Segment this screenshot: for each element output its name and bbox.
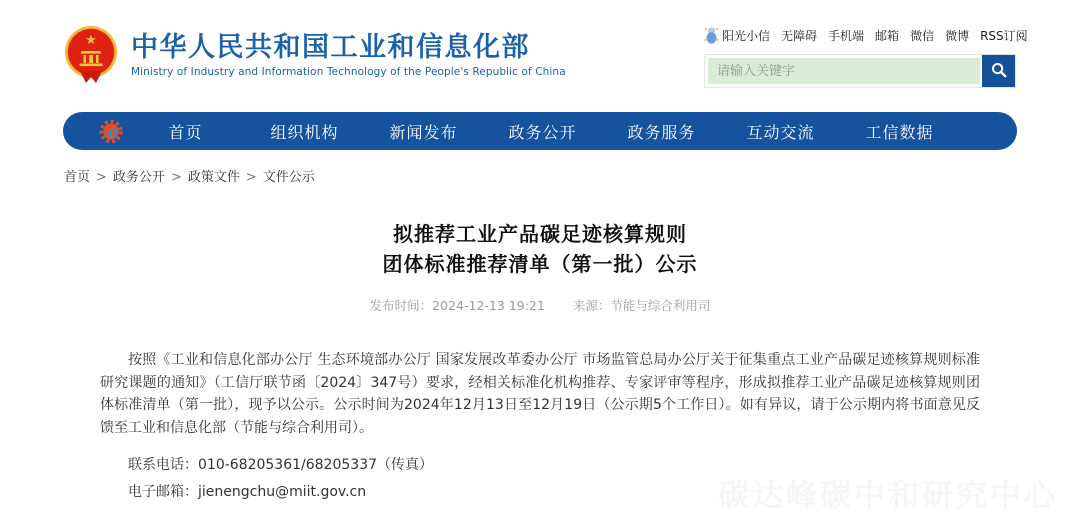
publish-time-label: 发布时间： xyxy=(369,298,433,313)
magnifier-icon xyxy=(990,61,1008,82)
link-sunshine-xiaoxin-label: 阳光小信 xyxy=(722,28,771,43)
nav-item-miit-data[interactable]: 工信数据 xyxy=(865,122,934,142)
breadcrumb-document-publicity[interactable]: 文件公示 xyxy=(262,170,315,185)
nav-item-organization[interactable]: 组织机构 xyxy=(270,122,339,142)
article-paragraph: 按照《工业和信息化部办公厅 生态环境部办公厅 国家发展改革委办公厅 市场监管总局办公厅关于征集重点工业产品碳足迹核算规则标准研究课题的通知》（工信厅联节函〔2024〕347号）要求，经相关标准化机构推荐、专家评审等程序，形成拟推荐工业产品碳足迹核算规则团体标准清单（第一批），现予以公示。公示时间为2024年12月13日至12月19日（公示期5个工作日）。如有异议，请于公示期内将书面意见反馈至工业和信息化部（节能与综合利用司）。 xyxy=(100,352,980,436)
breadcrumb-separator: > xyxy=(96,170,107,185)
link-accessibility[interactable]: 无障碍 xyxy=(781,28,818,43)
breadcrumb-separator: > xyxy=(245,170,257,185)
nav-item-home[interactable]: 首页 xyxy=(168,122,203,142)
link-rss[interactable]: RSS订阅 xyxy=(980,28,1028,43)
source-value: 节能与综合利用司 xyxy=(610,298,711,313)
sunshine-mascot-icon xyxy=(704,26,719,44)
link-wechat[interactable]: 微信 xyxy=(910,28,935,43)
contact-email: 电子邮箱：jienengchu@miit.gov.cn xyxy=(128,484,367,500)
link-sunshine-xiaoxin[interactable] xyxy=(704,26,770,44)
breadcrumb xyxy=(64,166,1080,185)
site-titles xyxy=(131,32,566,78)
article-title xyxy=(100,219,980,279)
breadcrumb-gov-disclosure[interactable]: 政务公开 xyxy=(112,170,165,185)
breadcrumb-home[interactable]: 首页 xyxy=(64,170,91,185)
publish-time-value: 2024-12-13 19:21 xyxy=(432,298,545,313)
gear-e-logo-icon xyxy=(99,118,126,145)
link-mobile[interactable]: 手机端 xyxy=(828,28,865,43)
article-meta xyxy=(100,296,980,314)
site-title: 中华人民共和国工业和信息化部 xyxy=(131,31,530,63)
site-header xyxy=(0,0,1080,100)
contact-phone: 联系电话：010-68205361/68205337（传真） xyxy=(128,457,434,473)
header-right xyxy=(704,26,1028,88)
article xyxy=(100,219,980,506)
svg-text:★: ★ xyxy=(85,33,97,48)
nav-item-gov-disclosure[interactable]: 政务公开 xyxy=(508,122,577,142)
breadcrumb-policy-documents[interactable]: 政策文件 xyxy=(187,170,240,185)
nav-item-news[interactable]: 新闻发布 xyxy=(389,122,458,142)
link-weibo[interactable]: 微博 xyxy=(945,28,970,43)
search-button[interactable] xyxy=(982,55,1015,87)
nav-item-gov-services[interactable]: 政务服务 xyxy=(627,122,696,142)
link-mailbox[interactable]: 邮箱 xyxy=(875,28,900,43)
search-input[interactable] xyxy=(708,58,980,84)
site-logo-block xyxy=(62,25,566,85)
article-title-line2: 团体标准推荐清单（第一批）公示 xyxy=(382,252,698,276)
search-box xyxy=(704,54,1016,88)
breadcrumb-separator: > xyxy=(170,170,182,185)
top-utility-links xyxy=(704,26,1028,44)
national-emblem-icon xyxy=(62,25,120,85)
svg-text:e: e xyxy=(107,122,119,142)
site-subtitle: Ministry of Industry and Information Technology of the People's Republic of China xyxy=(131,66,566,79)
article-title-line1: 拟推荐工业产品碳足迹核算规则 xyxy=(393,222,687,246)
watermark: 碳达峰碳中和研究中心 xyxy=(718,478,1058,514)
main-nav xyxy=(63,112,1017,150)
nav-item-interaction[interactable]: 互动交流 xyxy=(746,122,815,142)
source-label: 来源： xyxy=(572,298,611,313)
